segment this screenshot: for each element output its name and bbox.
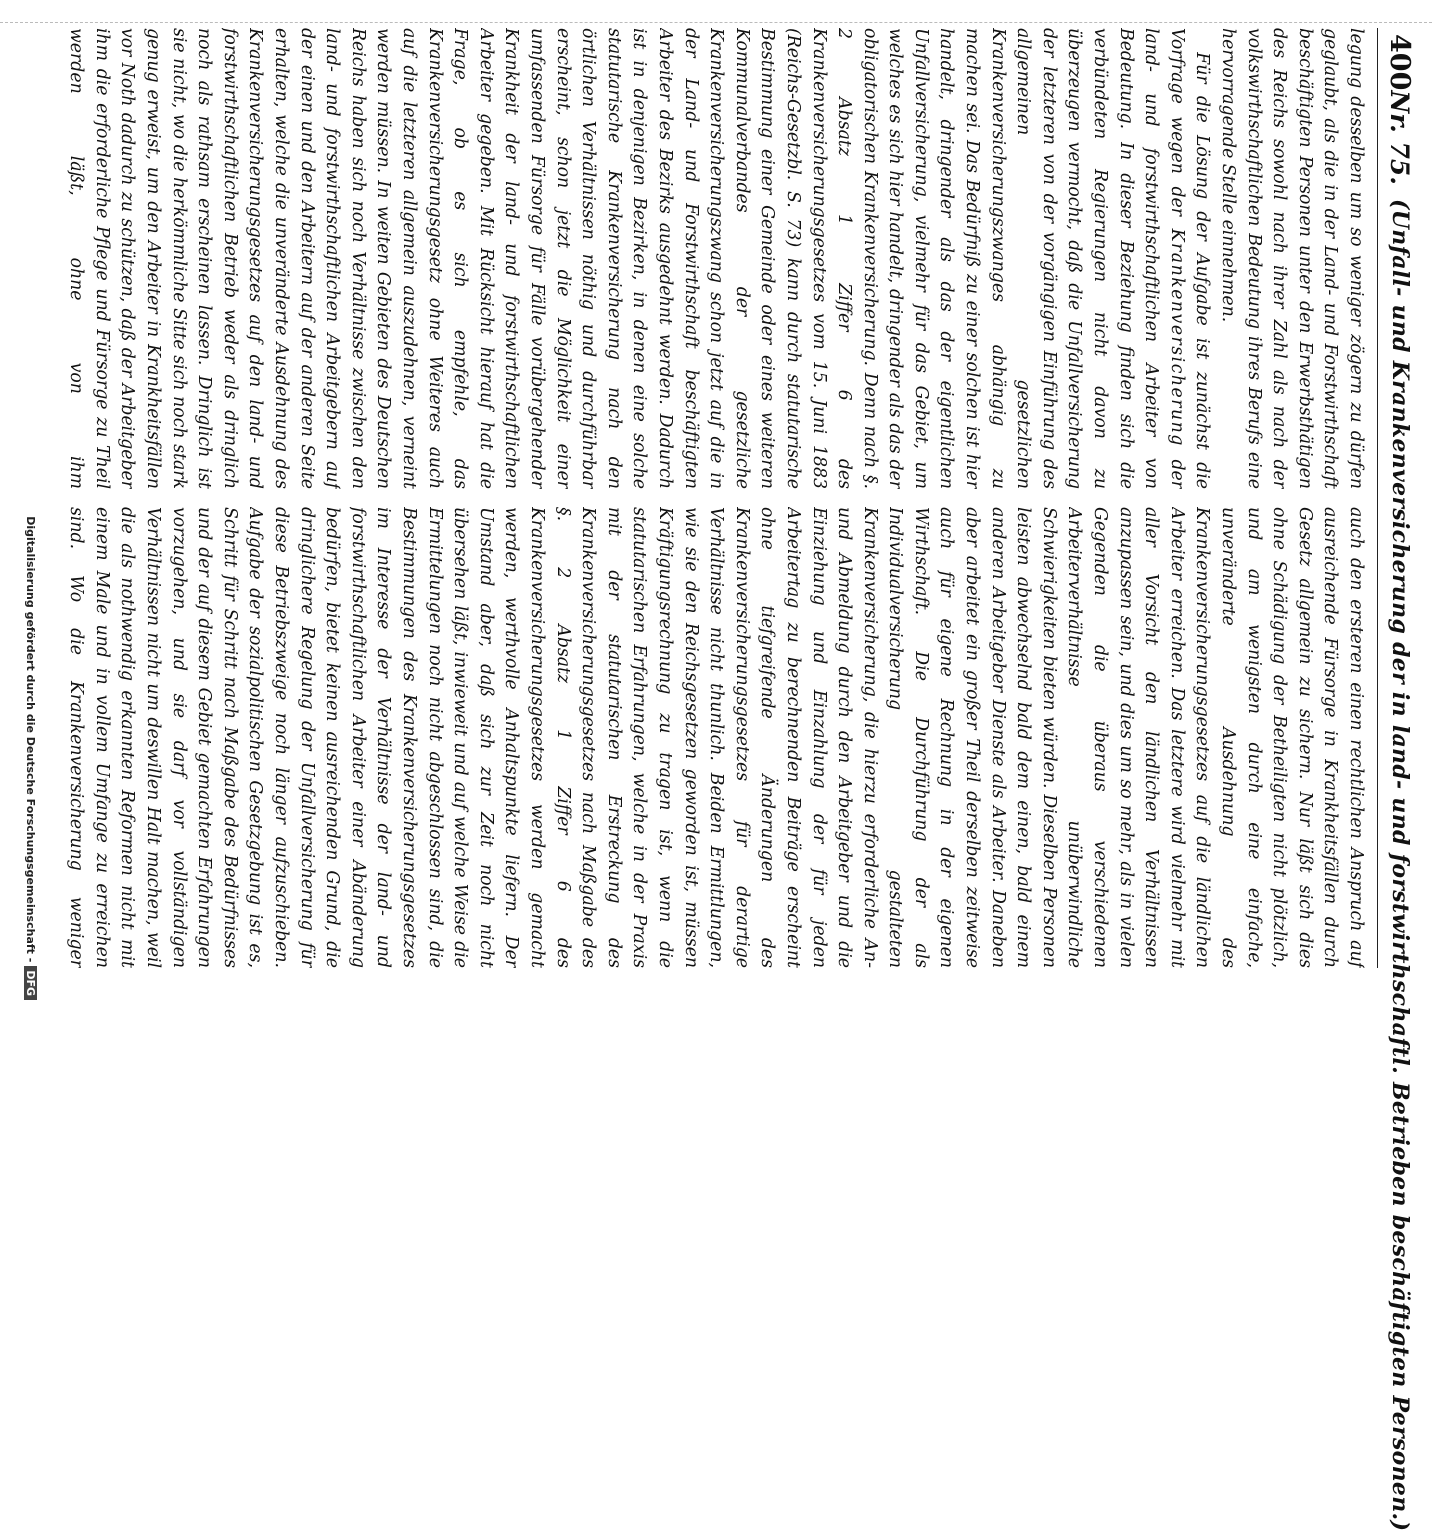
paragraph [63,28,1214,489]
text-columns [63,28,1368,968]
digitization-credit [24,0,37,1000]
dfg-logo: DFG [24,966,37,1000]
paragraph: auch den ersteren einen rechtlichen Anspruch auf ausreichende Fürsorge in Krankheitsfällen durch Gesetz allgemein zu sichern. Nur läßt sich dies ohne Schädigung der Betheiligten nicht plötzlich, und am wenigsten durch eine einfache, unveränderte Ausdehnung des Krankenversicherungsgesetzes auf die ländlichen Arbeiter erreichen. Das letztere wird vielmehr mit aller Vorsicht den ländlichen Verhältnissen anzupassen sein, und dies um so mehr, als in vielen Gegenden die überaus verschiedenen Arbeiterverhältnisse unüberwindliche Schwierigkeiten bieten würden. Dieselben Personen leisten abwechselnd bald dem einen, bald einem anderen Arbeitgeber Dienste als Arbeiter. Daneben aber arbeitet ein großer Theil derselben zeitweise auch für eigene Rechnung in der eigenen Wirthschaft. Die Durchführung der als Individualversicherung gestalteten Krankenversicherung, die hierzu erforderliche An- und Abmeldung durch den Arbeitgeber und die Einziehung und Einzahlung der für jeden Arbeitertag zu berechnenden Beiträge erscheint ohne tiefgreifende Änderungen des Krankenversicherungsgesetzes für derartige Verhältnisse nicht thunlich. Beiden Ermittlungen, wie sie den Reichsgesetzen geworden ist, müssen Kräftigungsrechnung zu tragen ist, wenn die statutarischen Erfahrungen, welche in der Praxis mit der statutarischen Erstreckung des Krankenversicherungsgesetzes nach Maßgabe des §. 2 Absatz 1 Ziffer 6 des Krankenversicherungsgesetzes werden gemacht werden, werthvolle Anhaltspunkte liefern. Der Umstand aber, daß sich zur Zeit noch nicht übersehen läßt, inwieweit und auf welche Weise die Ermittelungen noch nicht abgeschlossen sind, die Bestimmungen des Krankenversicherungsgesetzes im Interesse der Verhältnisse der land- und forstwirthschaftlichen Arbeiter einer Abänderung bedürfen, bietet keinen ausreichenden Grund, die dringlichere Regelung der Unfallversicherung für diese Betriebszweige noch länger aufzuschieben. Aufgabe der sozialpolitischen Gesetzgebung ist es, Schritt für Schritt nach Maßgabe des Bedürfnisses und der auf diesem Gebiet gemachten Erfahrungen vorzugehen, und sie darf vor vollständigen Verhältnissen nicht um deswillen Halt machen, weil die als nothwendig erkannten Reformen nicht mit einem Male und in vollem Umfange zu erreichen sind. Wo die Krankenversicherung weniger [66,507,1366,968]
scan-edge [0,22,1432,23]
emphasized-term: Krankenversicherung [1166,228,1187,447]
page-body [54,28,1422,1531]
credit-text: Digitalisierung gefördert durch die Deutsche Forschungsgemeinschaft - [24,516,37,963]
paragraph-rest: der land- und forstwirthschaftlichen Arbeiter von Bedeutung. In dieser Beziehung finden sich die verbündeten Regierungen nicht davon zu überzeugen vermocht, daß die Unfallversicherung der letzteren von der vorgängigen Einführung des allgemeinen gesetzlichen Krankenversicherungszwanges abhängig zu machen sei. Das Bedürfniß zu einer solchen ist hier handelt, dringender als das der eigentlichen Unfallversicherung, vielmehr für das Gebiet, um welches es sich hier handelt, dringender als das der obligatorischen Krankenversicherung. Denn nach §. 2 Absatz 1 Ziffer 6 des Krankenversicherungsgesetzes vom 15. Juni 1883 (Reichs-Gesetzbl. S. 73) kann durch statutarische Bestimmung einer Gemeinde oder eines weiteren Kommunalverbandes der gesetzliche Krankenversicherungszwang schon jetzt auf die in der Land- und Forstwirthschaft beschäftigten Arbeiter des Bezirks ausgedehnt werden. Dadurch ist in denjenigen Bezirken, in denen eine solche statutarische Krankenversicherung nach den örtlichen Verhältnissen nöthig und durchführbar erscheint, schon jetzt die Möglichkeit einer umfassenden Fürsorge für Fälle vorübergehender Krankheit der land- und forstwirthschaftlichen Arbeiter gegeben. Mit Rücksicht hierauf hat die Frage, ob es sich empfehle, das Krankenversicherungsgesetz ohne Weiteres auch auf die letzteren allgemein auszudehnen, verneint werden müssen. In weiten Gebieten des Deutschen Reichs haben sich noch Verhältnisse zwischen den land- und forstwirthschaftlichen Arbeitgebern auf der einen und den Arbeitern auf der anderen Seite erhalten, welche die unveränderte Ausdehnung des Krankenversicherungsgesetzes auf den land- und forstwirthschaftlichen Betrieb weder als dringlich noch als rathsam erscheinen lassen. Dringlich ist sie nicht, wo die herkömmliche Sitte sich noch stark genug erweist, um den Arbeiter in Krankheitsfällen vor Noth dadurch zu schützen, daß der Arbeitgeber ihm die erforderliche Pflege und Fürsorge zu Theil werden läßt, ohne von ihm [66,28,1187,489]
running-title: (Unfall- und Krankenversicherung der in land- und forstwirthschaftl. Betrieben beschäftigten Personen.) [1387,199,1413,1531]
issue-number: Nr. 75. [1385,90,1415,186]
page-number: 400 [1384,34,1416,91]
column-left [63,28,1368,489]
page-header [1377,28,1422,1531]
paragraph-lead: Für die Lösung der Aufgabe ist zunächst die Vorfrage wegen der [1166,28,1213,489]
column-right [63,507,1368,968]
paragraph: legung desselben um so weniger zögern zu dürfen geglaubt, als die in der Land- und Forstwirthschaft beschäftigten Personen unter den Erwerbsthätigen des Reichs sowohl nach ihrer Zahl als nach der volkswirthschaftlichen Bedeutung ihres Berufs eine hervorragende Stelle einnehmen. [1218,28,1366,489]
